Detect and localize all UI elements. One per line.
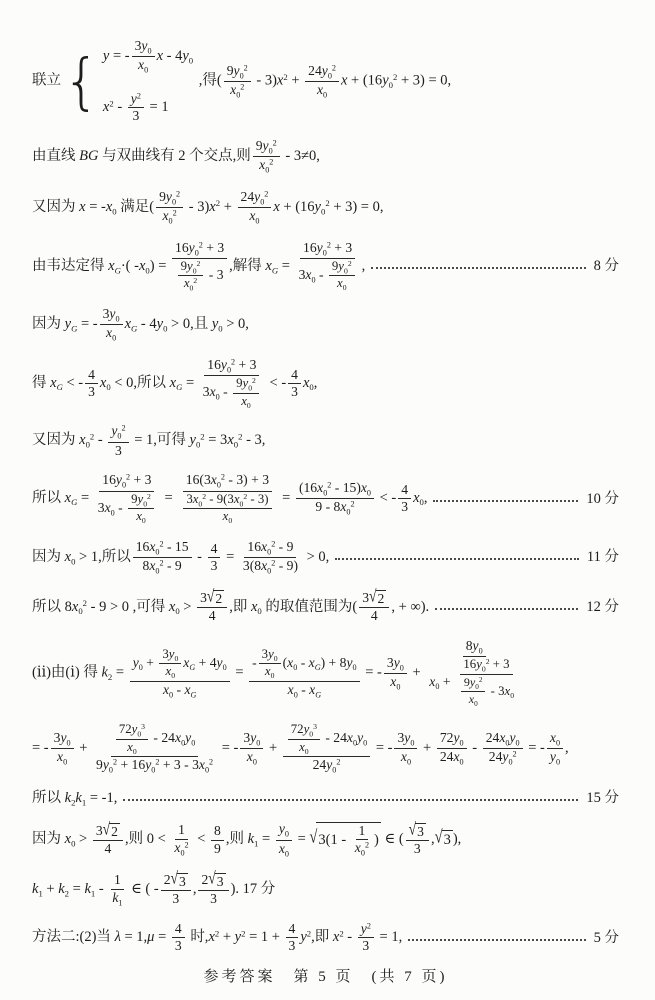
solution-line [32, 638, 619, 709]
solution-line [32, 38, 619, 125]
solution-content [32, 38, 619, 955]
solution-line [32, 357, 619, 410]
formula-content: 因为 $x_0$ > $\frac{3√2}{4}$ ,则 0 < $\frac{1}{x_0^2}$ < $\frac{8}{9}$ ,则 $k_1$ = $\frac{y_0}{x_0}$ = √3(1 - $\frac{1}{x_0^2}$ ) ∈ ( $\frac{√3}{3}$ ,√3 ), [32, 819, 462, 858]
score-label: 10 分 [586, 490, 619, 507]
solution-line [32, 539, 619, 576]
formula-content: 得 $x_G$ < - $\frac{4}{3}$ $x_0 < 0$,所以 $x_G$ = $16y_0^2 + 3$ $3x_0$ - $\frac{9y_0^2}{x_0}$ < - $\frac{4}{3}$ $x_0$, [32, 357, 318, 410]
formula-content: 所以 $x_G$ = $16y_0^2 + 3$ $3x_0$ - $\frac{9y_0^2}{x_0}$ = $\frac{16(3x_0^2 - 3) + 3}{\frac{3x_0^2 - 9(3x_0^2 - 3)}{x_0}}$ = $\frac{(16x_0^2 - 15)x_0}{9 - 8x_0^2}$ < - $\frac{4}{3}$ $x_0$, [32, 472, 428, 526]
solution-line [32, 306, 619, 343]
formula-content: = - $\frac{3y_0}{x_0}$ + $\frac{72y_0^3}{x_0}$ - $24x_0y_0$ $9y_0^2 + 16y_0^2 + 3 - 3x_0^2$ = - $\frac{3y_0}{x_0}$ + $\frac{72y_0^3}{x_0}$ - $24x_0y_0$ $24y_0^2$ = - $\frac{3y_0}{x_0}$ + $\frac{72y_0}{24x_0}$ - $\frac{24x_0y_0}{24y_0^2}$ = - $\frac{x_0}{y_0}$ , [32, 722, 569, 775]
formula-content: 由韦达定得 $x_G\cdot$( $-x_0$) = $16y_0^2 + 3$ $\frac{9y_0^2}{x_0^2}$ - 3 ,解得 $x_G$ = $16y_0^2 + 3$ $3x_0$ - $\frac{9y_0^2}{x_0}$ , [32, 239, 366, 293]
solution-line [32, 240, 619, 293]
score-label: 5 分 [593, 929, 619, 946]
formula-content: 所以 $k_2k_1 = -1$, [32, 789, 118, 808]
formula-content: 又因为 $x = -x_0$ 满足( $\frac{9y_0^2}{x_0^2}$ - $3)x^2$ + $\frac{24y_0^2}{x_0}$ $x + (16y_0^2 + 3) = 0$, [32, 189, 384, 226]
radical-sign: √ [102, 819, 111, 839]
score-label: 12 分 [586, 598, 619, 615]
formula-content: 联立 { y = - $\frac{3y_0}{x_0}$ x - $4y_0$ $x^2$ - $\frac{y^2}{3}$ = 1 ,得( $\frac{9y_0^2}{x_0^2}$ - $3)x^2$ + $\frac{24y_0^2}{x_0}$ $x + (16y_0^2 + 3) = 0$, [32, 38, 452, 124]
radical-sign: √ [408, 819, 417, 839]
page-footer [32, 955, 619, 988]
dotted-leader [371, 267, 585, 269]
solution-line [32, 722, 619, 775]
solution-line [32, 789, 619, 808]
formula-content: 因为 $x_0 > 1$,所以 $\frac{16x_0^2 - 15}{8x_0^2 - 9}$ - $\frac{4}{3}$ = $\frac{16x_0^2 - 9}{3(8x_0^2 - 9)}$ > 0, [32, 538, 330, 576]
dotted-leader [408, 939, 585, 941]
solution-line [32, 138, 619, 175]
formula-content: 所以 $8x_0^2 - 9 > 0$ ,可得 $x_0$ > $\frac{3√2}{4}$ ,即 $x_0$ 的取值范围为( $\frac{3√2}{4}$ , + ∞). [32, 586, 430, 624]
dotted-leader [123, 799, 578, 801]
formula-content: 因为 $y_G$ = - $\frac{3y_0}{x_0}$ $x_G - 4y_0 > 0$,且 $y_0 > 0$, [32, 306, 249, 343]
score-label: 15 分 [586, 790, 619, 807]
solution-line [32, 472, 619, 525]
radical-sign: √ [309, 828, 318, 849]
radical-sign: √ [170, 869, 179, 888]
footer-text: 参考答案 第 5 页 (共 7 页) [203, 969, 448, 985]
solution-line [32, 821, 619, 858]
solution-line [32, 189, 619, 226]
formula-content: 又因为 $x_0^2$ - $\frac{y_0^2}{3}$ = 1,可得 $y_0^2 = 3x_0^2 - 3$, [32, 423, 266, 458]
radical-sign: √ [206, 586, 215, 605]
radical-sign: √ [434, 828, 443, 849]
score-label: 11 分 [586, 549, 619, 566]
score-label: 8 分 [593, 258, 619, 275]
dotted-leader [433, 500, 578, 502]
dotted-leader [435, 608, 578, 610]
dotted-leader [335, 558, 579, 560]
formula-content: $k_1 + k_2 = k_1$ - $\frac{1}{k_1}$ ∈ ( - $\frac{2√3}{3}$ , $\frac{2√3}{3}$ ). 17 分 [32, 869, 276, 907]
radical-sign: √ [208, 869, 216, 888]
equation-system: { y = - $\frac{3y_0}{x_0}$ x - $4y_0$ $x^2$ - $\frac{y^2}{3}$ = 1 [63, 38, 194, 124]
solution-line [32, 586, 619, 625]
formula-content: 方法二:(2)当 λ = 1,μ = $\frac{4}{3}$ 时$,x^2 + y^2 = 1$ + $\frac{4}{3}$ $y^2$,即 $x^2$ - $\frac{y^2}{3}$ = 1, [32, 921, 403, 954]
formula-content: 由直线 BG 与双曲线有 2 个交点,则 $\frac{9y_0^2}{x_0^2}$ - 3≠0, [32, 138, 320, 175]
solution-line [32, 869, 619, 907]
radical-sign: √ [369, 586, 377, 605]
formula-content: (ⅱ)由(ⅰ) 得 $k_2$ = $y_0$ + $\frac{3y_0}{x_0}$ $x_G + 4y_0$ $x_0 - x_G$ = - $\frac{3y_0}{x_0}$ $(x_0 - x_G) + 8y_0$ $x_0 - x_G$ = - $\frac{3y_0}{x_0}$ + $8y_0$ $x_0$ + $16y_0^2 + 3$ $\frac{9y_0^2}{x_0}$ - $3x_0$ [32, 637, 515, 708]
solution-line [32, 423, 619, 458]
solution-line [32, 921, 619, 955]
